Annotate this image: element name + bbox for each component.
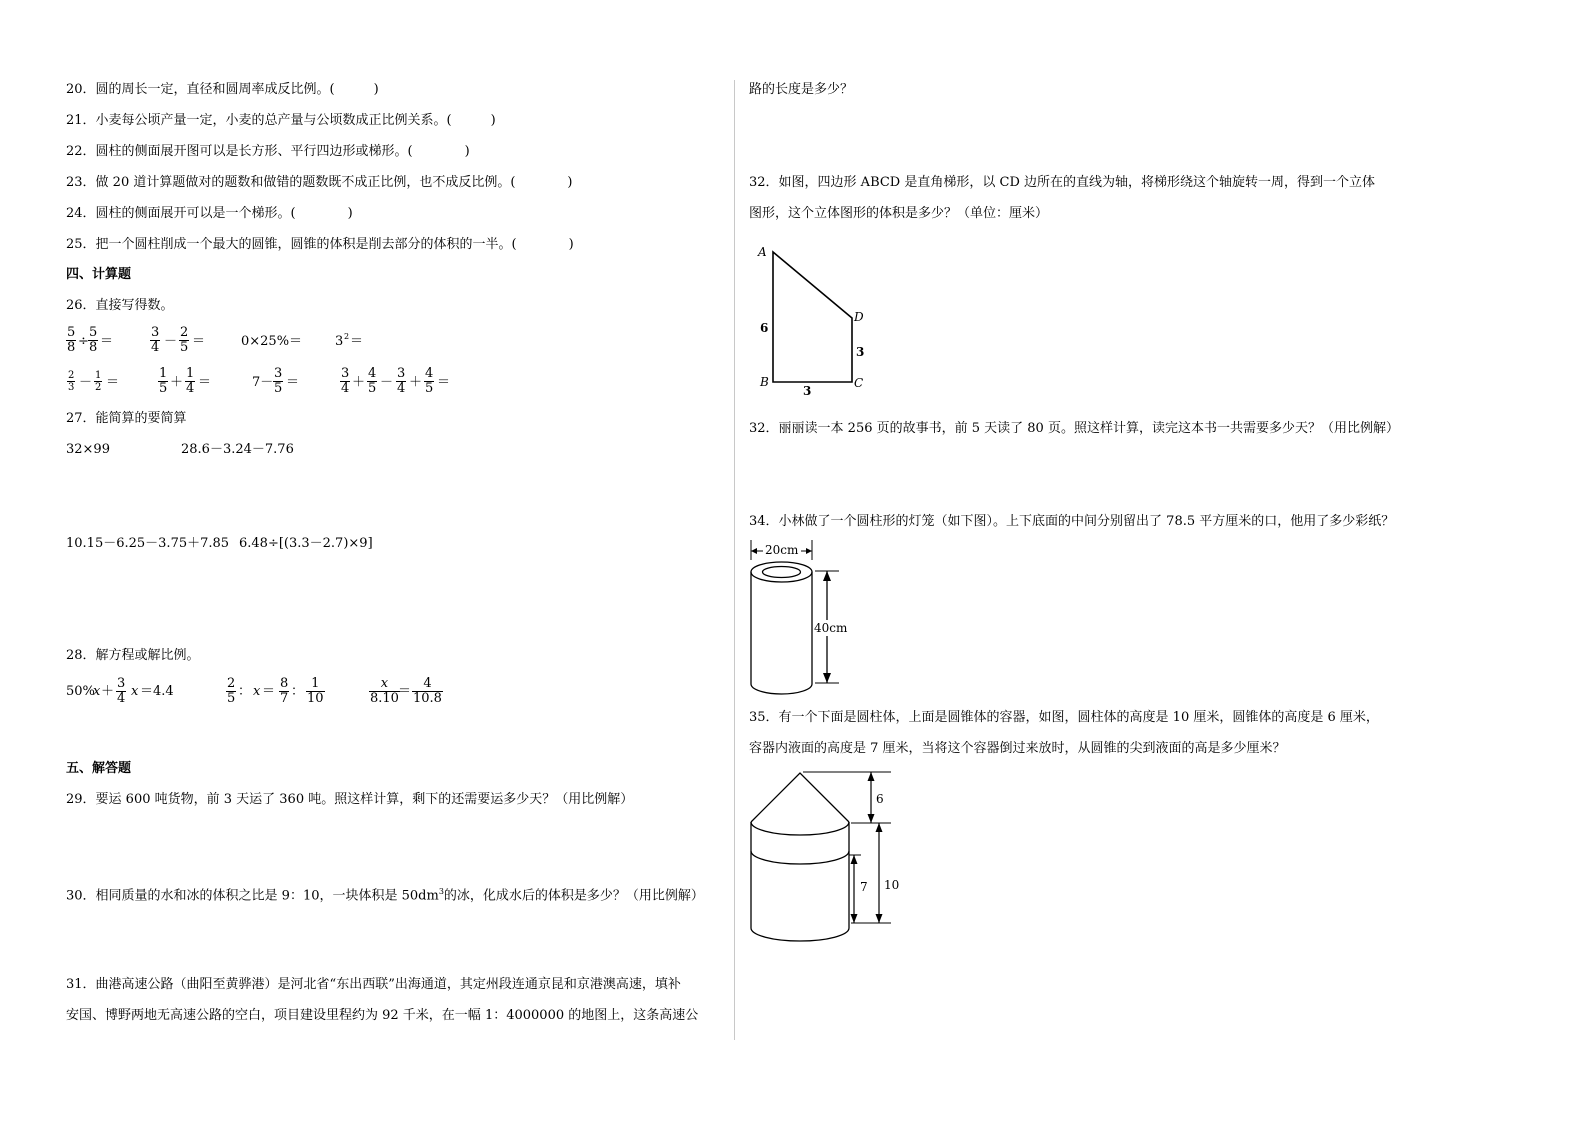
trapezoid-shape — [773, 252, 852, 382]
section-heading-calculation: 四、计算题 — [66, 267, 132, 282]
vertex-a-label: A — [758, 245, 767, 259]
edge-bc-label: 3 — [803, 384, 812, 395]
arrowhead-up-icon — [823, 571, 831, 581]
question-35-line2: 容器内液面的高度是 7 厘米，当将这个容器倒过来放时，从圆锥的尖到液面的高是多少厘米？ — [749, 741, 1286, 756]
cone-outline — [751, 773, 849, 822]
edge-cd-label: 3 — [856, 345, 865, 359]
vertex-b-label: B — [760, 375, 769, 389]
calc-2: 28.6－3.24－7.76 — [181, 442, 294, 457]
question-29: 29．要运 600 吨货物，前 3 天运了 360 吨。照这样计算，剩下的还需要运多少天？（用比例解） — [66, 792, 634, 807]
cone-cylinder-vessel-diagram — [745, 765, 905, 950]
vertex-d-label: D — [854, 310, 864, 324]
height-label: 40cm — [814, 621, 848, 635]
cone-height-label: 6 — [876, 792, 884, 806]
vertex-c-label: C — [854, 376, 864, 390]
cylinder-height-label: 10 — [884, 878, 900, 892]
question-32-line2: 图形，这个立体图形的体积是多少？（单位：厘米） — [749, 206, 1049, 221]
question-33: 32．丽丽读一本 256 页的故事书，前 5 天读了 80 页。照这样计算，读完这本书一共需要多少天？（用比例解） — [749, 421, 1399, 436]
question-25: 25．把一个圆柱削成一个最大的圆锥，圆锥的体积是削去部分的体积的一半。( ) — [66, 237, 574, 252]
water-surface-arc — [751, 851, 849, 864]
question-26: 26．直接写得数。 — [66, 298, 174, 313]
question-24: 24．圆柱的侧面展开可以是一个梯形。( ) — [66, 206, 353, 221]
cylinder-bottom-arc — [751, 928, 849, 941]
question-31-line1: 31．曲港高速公路（曲阳至黄骅港）是河北省“东出西联”出海通道，其定州段连通京昆和京港澳高速，填补 — [66, 977, 681, 992]
cylinder-top-ellipse — [751, 562, 812, 582]
cylinder-top-arc — [751, 822, 849, 835]
question-20: 20．圆的周长一定，直径和圆周率成反比例。( ) — [66, 82, 379, 97]
arrowhead-left-icon — [751, 548, 757, 554]
trapezoid-diagram — [752, 240, 882, 395]
question-31-line2: 安国、博野两地无高速公路的空白，项目建设里程约为 92 千米，在一幅 1：4000000 的地图上，这条高速公 — [66, 1008, 699, 1023]
arrowhead-right-icon — [806, 548, 812, 554]
expr-row1-3: 0×25%＝ — [241, 334, 303, 349]
column-divider — [734, 80, 735, 1040]
section-heading-solve: 五、解答题 — [66, 761, 132, 776]
calc-3: 10.15－6.25－3.75＋7.85 — [66, 536, 230, 551]
question-35-line1: 35．有一个下面是圆柱体，上面是圆锥体的容器，如图，圆柱体的高度是 10 厘米，圆锥体的高度是 6 厘米， — [749, 710, 1379, 725]
diameter-label: 20cm — [765, 543, 799, 557]
question-31-line3: 路的长度是多少？ — [749, 82, 854, 97]
question-28: 28．解方程或解比例。 — [66, 648, 200, 663]
question-21: 21．小麦每公顷产量一定，小麦的总产量与公顷数成正比例关系。( ) — [66, 113, 496, 128]
question-34: 34．小林做了一个圆柱形的灯笼（如下图）。上下底面的中间分别留出了 78.5 平方厘米的口，他用了多少彩纸？ — [749, 514, 1395, 529]
calc-1: 32×99 — [66, 442, 110, 457]
calc-4: 6.48÷[(3.3－2.7)×9] — [239, 536, 373, 551]
cylinder-bottom-arc — [751, 684, 812, 694]
question-32-line1: 32．如图，四边形 ABCD 是直角梯形，以 CD 边所在的直线为轴，将梯形绕这个轴旋转一周，得到一个立体 — [749, 175, 1375, 190]
edge-ab-label: 6 — [760, 321, 769, 335]
lantern-cylinder-diagram — [745, 538, 865, 698]
cylinder-top-opening — [763, 567, 801, 578]
water-height-label: 7 — [860, 880, 868, 894]
question-23: 23．做 20 道计算题做对的题数和做错的题数既不成正比例，也不成反比例。( ) — [66, 175, 573, 190]
question-22: 22．圆柱的侧面展开图可以是长方形、平行四边形或梯形。( ) — [66, 144, 470, 159]
question-30: 30．相同质量的水和冰的体积之比是 9：10，一块体积是 $50dm^3$的冰，化成水后的体积是多少？（用比例解） — [66, 887, 704, 904]
question-27: 27．能简算的要简算 — [66, 411, 187, 426]
arrowhead-down-icon — [823, 673, 831, 683]
